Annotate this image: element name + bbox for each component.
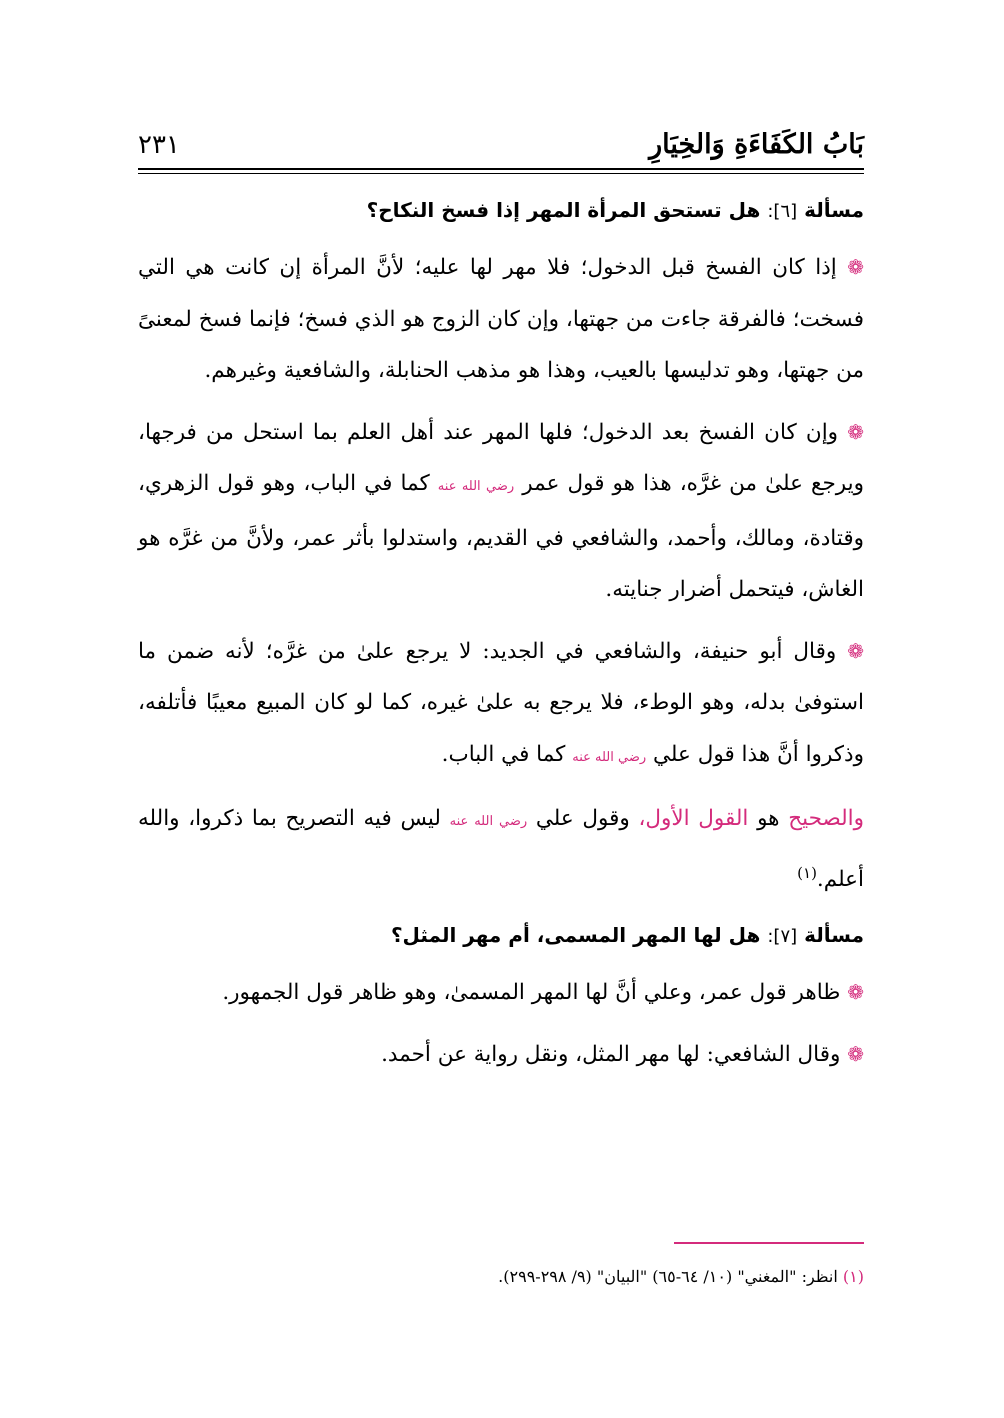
paragraph [138,1029,864,1081]
question-title: هل لها المهر المسمى، أم مهر المثل؟ [390,923,761,948]
flower-bullet-icon: ❁ [847,419,864,444]
footnote [498,1264,864,1290]
footnote-text: انظر: "المغني" (١٠/ ٦٤-٦٥) "البيان" (٩/ ٢٩٨-٢٩٩). [498,1267,838,1286]
question-heading [138,190,864,232]
paragraph [138,967,864,1019]
question-label: مسألة [804,923,864,948]
footnote-reference[interactable]: (١) [797,863,817,882]
flower-bullet-icon: ❁ [847,1041,864,1066]
paragraph-text: ليس فيه التصريح بما ذكروا، والله أعلم. [138,806,864,892]
paragraph [138,793,864,905]
flower-bullet-icon: ❁ [847,638,864,663]
paragraph-text: كما في الباب، وهو قول الزهري، وقتادة، ومالك، وأحمد، والشافعي في القديم، واستدلوا بأثر عمر، ولأنَّ من غرَّه هو الغاش، فيتحمل أضرار جنايته. [138,471,864,602]
question-label: مسألة [804,198,864,222]
question-number: [٦]: [767,201,798,222]
honorific-glyph: رضي الله عنه [437,479,515,494]
running-title: بَابُ الكَفَاءَةِ وَالخِيَارِ [649,129,864,160]
paragraph [138,407,864,616]
paragraph [138,626,864,784]
paragraph-text: وقول علي [535,806,630,831]
page-header [138,128,864,170]
question-title: هل تستحق المرأة المهر إذا فسخ النكاح؟ [366,198,761,222]
paragraph-text: وإن كان الفسخ بعد الدخول؛ فلها المهر عند أهل العلم بما استحل من فرجها، ويرجع علىٰ من غرَّه، هذا هو قول عمر [138,419,864,496]
paragraph-text: وقال أبو حنيفة، والشافعي في الجديد: لا يرجع علىٰ من غرَّه؛ لأنه ضمن ما استوفىٰ بدله، وهو الوطء، فلا يرجع به علىٰ غيره، كما لو كان المبيع معيبًا فأتلفه، وذكروا أنَّ هذا قول علي [138,638,864,767]
footnote-number: (١) [842,1267,864,1286]
highlight-text: القول الأول، [638,806,749,831]
paragraph-text: هو [757,806,780,831]
highlight-text: والصحيح [788,806,864,831]
paragraph-text: كما في الباب. [441,741,566,767]
header-rule [138,168,864,170]
page-body [138,190,864,1090]
question-number: [٧]: [767,926,798,948]
paragraph [138,242,864,397]
flower-bullet-icon: ❁ [847,980,864,1005]
paragraph-text: ظاهر قول عمر، وعلي أنَّ لها المهر المسمىٰ، وهو ظاهر قول الجمهور. [222,980,841,1006]
flower-bullet-icon: ❁ [847,255,864,279]
footnote-separator [674,1242,864,1244]
question-heading [138,915,864,957]
paragraph-text: وقال الشافعي: لها مهر المثل، ونقل رواية عن أحمد. [381,1041,841,1067]
honorific-glyph: رضي الله عنه [572,749,647,765]
header-rule-thin [138,173,864,174]
honorific-glyph: رضي الله عنه [449,814,528,829]
paragraph-text: إذا كان الفسخ قبل الدخول؛ فلا مهر لها عليه؛ لأنَّ المرأة إن كانت هي التي فسخت؛ فالفرقة جاءت من جهتها، وإن كان الزوج هو الذي فسخ؛ فإنما فسخ لمعنىً من جهتها، وهو تدليسها بالعيب، وهذا هو مذهب الحنابلة، والشافعية وغيرهم. [138,255,864,383]
page-number: ٢٣١ [138,130,180,160]
